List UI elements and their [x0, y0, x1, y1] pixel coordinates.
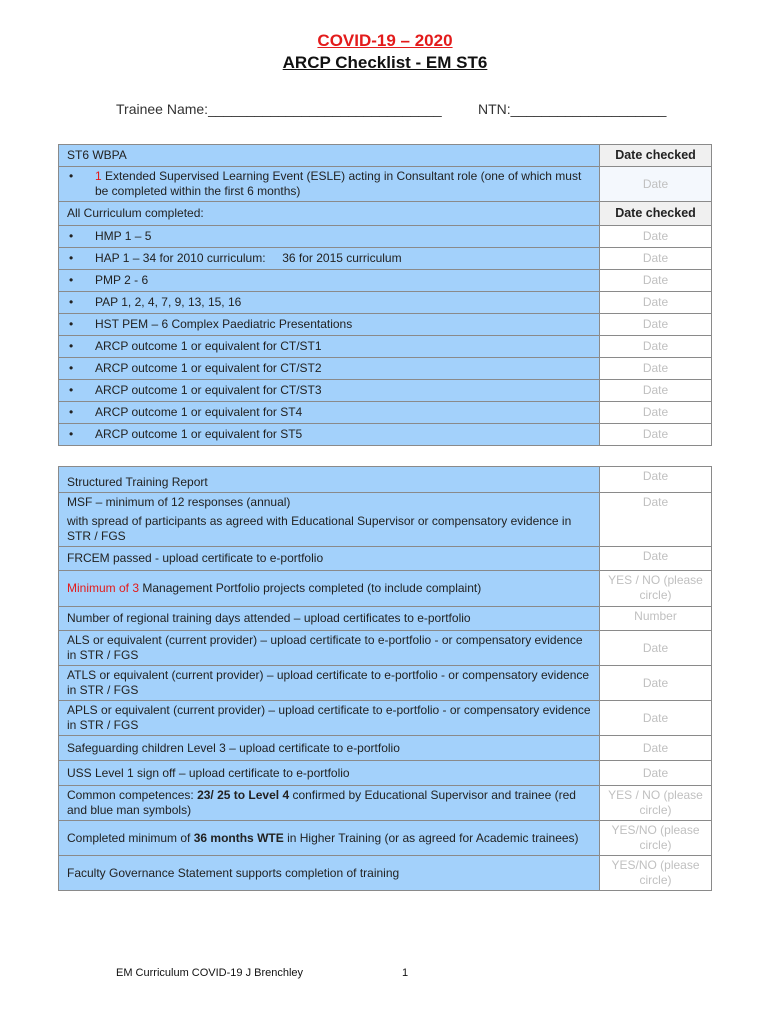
apls-row: APLS or equivalent (current provider) – upload certificate to e-portfolio - or compensatory evidence in STR / FGS: [59, 701, 600, 736]
bullet: •: [69, 169, 74, 183]
list-item: • ARCP outcome 1 or equivalent for CT/ST3: [59, 380, 600, 402]
footer-text: EM Curriculum COVID-19 J Brenchley: [116, 967, 304, 979]
atls-row: ATLS or equivalent (current provider) – upload certificate to e-portfolio - or compensatory evidence in STR / FGS: [59, 666, 600, 701]
als-row: ALS or equivalent (current provider) – upload certificate to e-portfolio - or compensatory evidence in STR / FGS: [59, 631, 600, 666]
wbpa-table: [58, 144, 712, 446]
item-date[interactable]: Date: [600, 314, 712, 336]
list-item: • PMP 2 - 6: [59, 270, 600, 292]
list-item: • HMP 1 – 5: [59, 226, 600, 248]
uss-date[interactable]: Date: [600, 761, 712, 786]
msf-date[interactable]: Date: [600, 493, 712, 547]
regional-number[interactable]: Number: [600, 607, 712, 631]
esle-date[interactable]: Date: [600, 167, 712, 202]
regional-row: Number of regional training days attended – upload certificates to e-portfolio: [59, 607, 600, 631]
mgmt-yes-no[interactable]: YES / NO (please circle): [600, 571, 712, 607]
uss-row: USS Level 1 sign off – upload certificate to e-portfolio: [59, 761, 600, 786]
als-date[interactable]: Date: [600, 631, 712, 666]
date-checked-header-2: Date checked: [600, 202, 712, 226]
list-item: • HST PEM – 6 Complex Paediatric Presentations: [59, 314, 600, 336]
trainee-name-field: Trainee Name:______________________________: [116, 101, 442, 117]
frcem-row: FRCEM passed - upload certificate to e-portfolio: [59, 547, 600, 571]
page-number: 1: [402, 967, 409, 979]
list-item: • PAP 1, 2, 4, 7, 9, 13, 15, 16: [59, 292, 600, 314]
months-yes-no[interactable]: YES/NO (please circle): [600, 821, 712, 856]
ntn-field: NTN:____________________: [478, 101, 667, 117]
list-item: • ARCP outcome 1 or equivalent for ST5: [59, 424, 600, 446]
item-date[interactable]: Date: [600, 270, 712, 292]
item-date[interactable]: Date: [600, 336, 712, 358]
list-item: • HAP 1 – 34 for 2010 curriculum: 36 for 2015 curriculum: [59, 248, 600, 270]
title-covid: COVID-19 – 2020: [317, 31, 453, 50]
apls-date[interactable]: Date: [600, 701, 712, 736]
item-date[interactable]: Date: [600, 358, 712, 380]
training-table: [58, 466, 712, 891]
item-date[interactable]: Date: [600, 292, 712, 314]
item-date[interactable]: Date: [600, 226, 712, 248]
date-checked-header: Date checked: [600, 145, 712, 167]
item-date[interactable]: Date: [600, 248, 712, 270]
competences-row: Common competences: 23/ 25 to Level 4 confirmed by Educational Supervisor and trainee (red and blue man symbols): [59, 786, 600, 821]
list-item: • ARCP outcome 1 or equivalent for ST4: [59, 402, 600, 424]
str-row: Structured Training Report: [59, 467, 600, 493]
esle-row: [59, 167, 600, 202]
frcem-date[interactable]: Date: [600, 547, 712, 571]
list-item: • ARCP outcome 1 or equivalent for CT/ST1: [59, 336, 600, 358]
str-date[interactable]: Date: [600, 467, 712, 493]
esle-text: Extended Supervised Learning Event (ESLE) acting in Consultant role (one of which must be completed within the first 6 months): [95, 169, 582, 198]
item-date[interactable]: Date: [600, 380, 712, 402]
months-row: Completed minimum of 36 months WTE in Higher Training (or as agreed for Academic trainees): [59, 821, 600, 856]
msf-row: MSF – minimum of 12 responses (annual) with spread of participants as agreed with Educational Supervisor or compensatory evidence in STR / FGS: [59, 493, 600, 547]
item-date[interactable]: Date: [600, 424, 712, 446]
faculty-yes-no[interactable]: YES/NO (please circle): [600, 856, 712, 891]
section-label-curriculum: All Curriculum completed:: [59, 202, 600, 226]
safeguarding-row: Safeguarding children Level 3 – upload certificate to e-portfolio: [59, 736, 600, 761]
item-date[interactable]: Date: [600, 402, 712, 424]
list-item: • ARCP outcome 1 or equivalent for CT/ST2: [59, 358, 600, 380]
competences-yes-no[interactable]: YES / NO (please circle): [600, 786, 712, 821]
safeguarding-date[interactable]: Date: [600, 736, 712, 761]
mgmt-row: Minimum of 3 Management Portfolio projects completed (to include complaint): [59, 571, 600, 607]
title-checklist: ARCP Checklist - EM ST6: [282, 53, 488, 72]
section-label-wbpa: ST6 WBPA: [59, 145, 600, 167]
esle-count: 1: [95, 169, 102, 183]
atls-date[interactable]: Date: [600, 666, 712, 701]
faculty-row: Faculty Governance Statement supports completion of training: [59, 856, 600, 891]
